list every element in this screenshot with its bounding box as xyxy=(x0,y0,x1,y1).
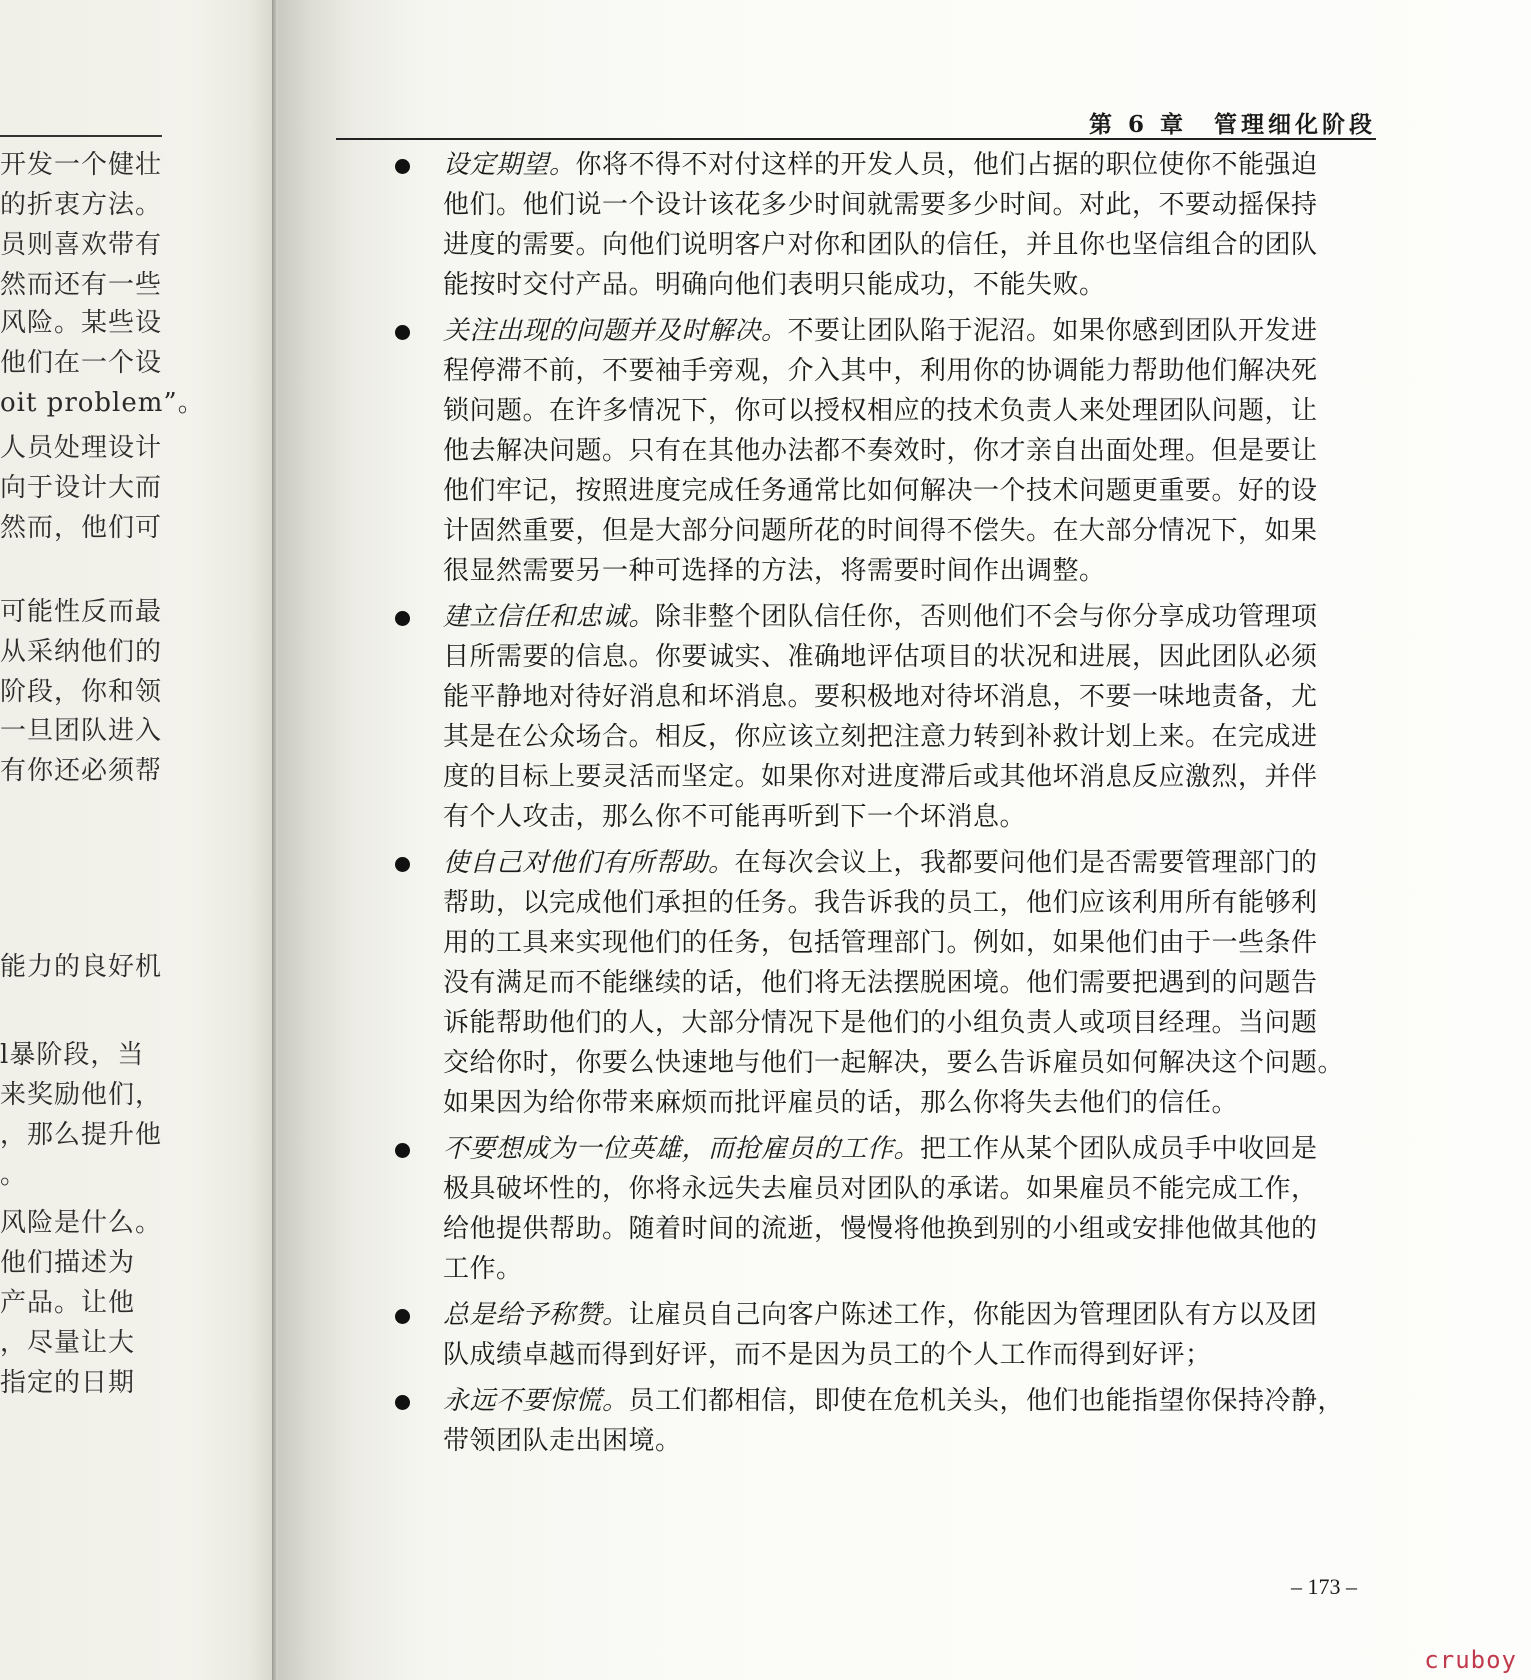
left-page-line: 然而，他们可 xyxy=(0,513,163,543)
bullet-line xyxy=(443,602,1318,632)
bullet-title: 关注出现的问题并及时解决。 xyxy=(443,316,788,346)
left-page-line: ，尽量让大 xyxy=(0,1328,136,1358)
bullet-text: 员工们都相信，即使在危机关头，他们也能指望你保持冷静， xyxy=(628,1386,1345,1416)
bullet-line: 帮助，以完成他们承担的任务。我告诉我的员工，他们应该利用所有能够利 xyxy=(443,888,1318,918)
left-page-line: 风险。某些设 xyxy=(0,308,163,338)
bullet-line: 用的工具来实现他们的任务，包括管理部门。例如，如果他们由于一些条件 xyxy=(443,928,1318,958)
page-number: – 173 – xyxy=(1291,1574,1357,1599)
left-page-line: 。 xyxy=(0,1160,28,1190)
bullet-line xyxy=(443,1386,1344,1416)
left-page-line: 阶段，你和领 xyxy=(0,677,163,707)
bullet-text: 除非整个团队信任你，否则他们不会与你分享成功管理项 xyxy=(655,602,1318,632)
bullet-line: 极具破坏性的，你将永远失去雇员对团队的承诺。如果雇员不能完成工作， xyxy=(443,1174,1318,1204)
bullet-line: 他们牢记，按照进度完成任务通常比如何解决一个技术问题更重要。好的设 xyxy=(443,476,1318,506)
left-page-line: ，那么提升他 xyxy=(0,1120,163,1150)
left-page-line: 从采纳他们的 xyxy=(0,637,163,667)
bullet-title: 设定期望。 xyxy=(443,150,576,180)
left-page-line: 一旦团队进入 xyxy=(0,716,163,746)
left-page-line: 风险是什么。 xyxy=(0,1208,163,1238)
bullet-line: 有个人攻击，那么你不可能再听到下一个坏消息。 xyxy=(443,802,1027,832)
bullet-text: 在每次会议上，我都要问他们是否需要管理部门的 xyxy=(734,848,1318,878)
bullet-title: 不要想成为一位英雄，而抢雇员的工作。 xyxy=(443,1134,921,1164)
bullet-dot-icon xyxy=(395,857,410,872)
bullet-line: 目所需要的信息。你要诚实、准确地评估项目的状况和进展，因此团队必须 xyxy=(443,642,1318,672)
bullet-line: 进度的需要。向他们说明客户对你和团队的信任，并且你也坚信组合的团队 xyxy=(443,230,1318,260)
bullet-line: 很显然需要另一种可选择的方法，将需要时间作出调整。 xyxy=(443,556,1106,586)
bullet-title: 总是给予称赞。 xyxy=(443,1300,629,1330)
bullet-line: 交给你时，你要么快速地与他们一起解决，要么告诉雇员如何解决这个问题。 xyxy=(443,1048,1345,1078)
bullet-line: 带领团队走出困境。 xyxy=(443,1426,682,1456)
bullet-dot-icon xyxy=(395,159,410,174)
chapter-header: 第 6 章 管理细化阶段 xyxy=(1088,111,1376,138)
bullet-line: 他们。他们说一个设计该花多少时间就需要多少时间。对此，不要动摇保持 xyxy=(443,190,1318,220)
bullet-line: 能按时交付产品。明确向他们表明只能成功，不能失败。 xyxy=(443,270,1106,300)
left-page-line: 开发一个健壮 xyxy=(0,150,163,180)
left-page-line: 能力的良好机 xyxy=(0,952,163,982)
bullet-dot-icon xyxy=(395,1309,410,1324)
left-page-line: oit problem”。 xyxy=(0,388,205,418)
left-page-line: l暴阶段，当 xyxy=(0,1040,145,1070)
bullet-line: 工作。 xyxy=(443,1254,523,1284)
left-page-line: 的折衷方法。 xyxy=(0,190,163,220)
left-page-line: 指定的日期 xyxy=(0,1368,136,1398)
bullet-line: 度的目标上要灵活而坚定。如果你对进度滞后或其他坏消息反应激烈，并伴 xyxy=(443,762,1318,792)
bullet-dot-icon xyxy=(395,1395,410,1410)
bullet-dot-icon xyxy=(395,611,410,626)
left-page-line: 向于设计大而 xyxy=(0,473,163,503)
watermark: cruboy xyxy=(1424,1646,1517,1674)
left-page-line: 他们描述为 xyxy=(0,1248,136,1278)
bullet-text: 你将不得不对付这样的开发人员，他们占据的职位使你不能强迫 xyxy=(575,150,1318,180)
bullet-line: 诉能帮助他们的人，大部分情况下是他们的小组负责人或项目经理。当问题 xyxy=(443,1008,1318,1038)
bullet-title: 使自己对他们有所帮助。 xyxy=(443,848,735,878)
bullet-line: 程停滞不前，不要袖手旁观，介入其中，利用你的协调能力帮助他们解决死 xyxy=(443,356,1318,386)
left-page-line: 人员处理设计 xyxy=(0,433,163,463)
bullet-title: 建立信任和忠诚。 xyxy=(443,602,656,632)
bullet-dot-icon xyxy=(395,1143,410,1158)
left-page-line: 他们在一个设 xyxy=(0,348,163,378)
bullet-line xyxy=(443,1134,1318,1164)
left-page-line: 然而还有一些 xyxy=(0,270,163,300)
left-page-line: 来奖励他们， xyxy=(0,1080,163,1110)
bullet-line: 其是在公众场合。相反，你应该立刻把注意力转到补救计划上来。在完成进 xyxy=(443,722,1318,752)
bullet-text: 不要让团队陷于泥沼。如果你感到团队开发进 xyxy=(787,316,1318,346)
bullet-list xyxy=(278,0,1531,1680)
bullet-line: 计固然重要，但是大部分问题所花的时间得不偿失。在大部分情况下，如果 xyxy=(443,516,1318,546)
left-page-header-rule xyxy=(0,135,162,137)
bullet-line: 能平静地对待好消息和坏消息。要积极地对待坏消息，不要一味地责备，尤 xyxy=(443,682,1318,712)
left-page xyxy=(0,0,272,1680)
left-page-line: 产品。让他 xyxy=(0,1288,136,1318)
bullet-line: 给他提供帮助。随着时间的流逝，慢慢将他换到别的小组或安排他做其他的 xyxy=(443,1214,1318,1244)
left-page-line: 可能性反而最 xyxy=(0,597,163,627)
bullet-line xyxy=(443,848,1318,878)
bullet-line: 没有满足而不能继续的话，他们将无法摆脱困境。他们需要把遇到的问题告 xyxy=(443,968,1318,998)
bullet-line xyxy=(443,150,1318,180)
bullet-text: 让雇员自己向客户陈述工作，你能因为管理团队有方以及团 xyxy=(628,1300,1318,1330)
bullet-line: 队成绩卓越而得到好评，而不是因为员工的个人工作而得到好评； xyxy=(443,1340,1212,1370)
right-page xyxy=(278,0,1531,1680)
bullet-line xyxy=(443,1300,1318,1330)
left-page-line: 有你还必须帮 xyxy=(0,756,163,786)
bullet-line: 锁问题。在许多情况下，你可以授权相应的技术负责人来处理团队问题，让 xyxy=(443,396,1318,426)
bullet-text: 把工作从某个团队成员手中收回是 xyxy=(920,1134,1318,1164)
bullet-line: 他去解决问题。只有在其他办法都不奏效时，你才亲自出面处理。但是要让 xyxy=(443,436,1318,466)
bullet-dot-icon xyxy=(395,325,410,340)
left-page-line: 员则喜欢带有 xyxy=(0,230,163,260)
bullet-line xyxy=(443,316,1318,346)
bullet-line: 如果因为给你带来麻烦而批评雇员的话，那么你将失去他们的信任。 xyxy=(443,1088,1239,1118)
bullet-title: 永远不要惊慌。 xyxy=(443,1386,629,1416)
